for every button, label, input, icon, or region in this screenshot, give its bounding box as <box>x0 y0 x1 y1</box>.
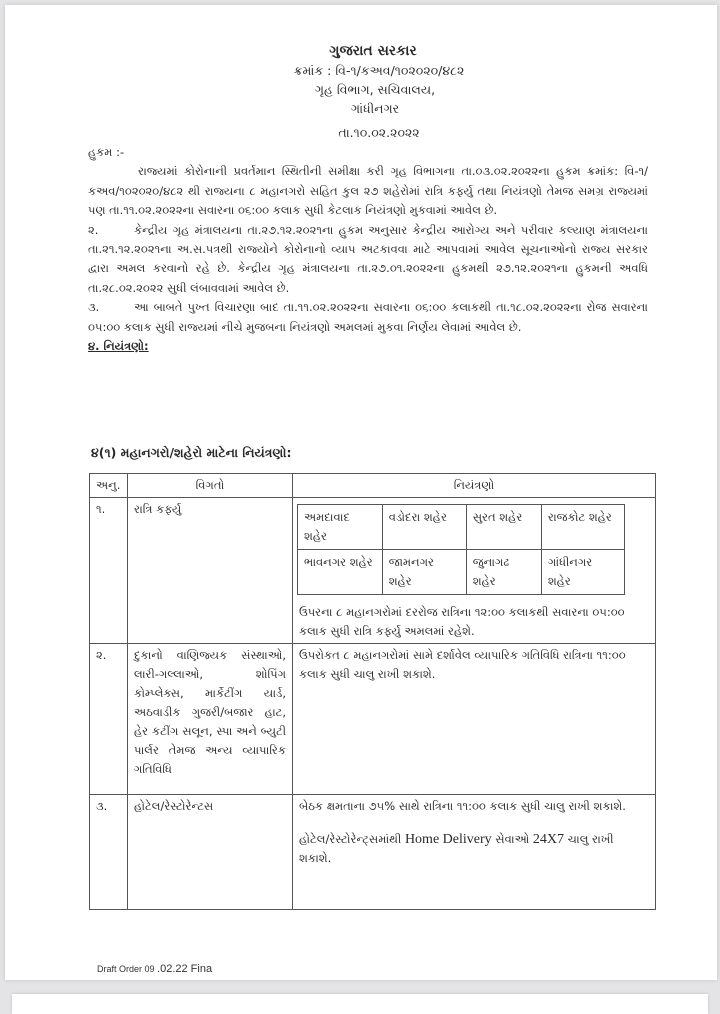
header-details: વિગતો <box>128 474 293 498</box>
row-number: ૨. <box>90 644 128 795</box>
city-cell: અમદાવાદ શહેર <box>298 505 383 550</box>
header-serial: અનુ. <box>90 474 128 498</box>
city-cell: ભાવનગર શહેર <box>298 550 383 595</box>
city-cell: વડોદરા શહેર <box>382 505 466 550</box>
row-restriction <box>293 498 656 644</box>
city-cell: રાજકોટ શહેર <box>541 505 624 550</box>
paragraph-2-number: ૨. <box>88 222 99 237</box>
table-row <box>90 498 656 644</box>
table-header-row <box>90 474 656 498</box>
section-4-1-title: ૪(૧) મહાનગરો/શહેરો માટેના નિયંત્રણો: <box>91 445 292 460</box>
home-delivery-part: ચાલુ રાખી શકાશે. <box>299 832 614 865</box>
order-body <box>88 143 648 356</box>
paragraph-2-text: કેન્દ્રીય ગૃહ મંત્રાલયના તા.૨૭.૧૨.૨૦૨૧ના હુકમ અનુસાર કેન્દ્રીય આરોગ્ય અને પરીવાર કલ્યાણ મંત્રાલયના તા.૨૧.૧૨.૨૦૨૧ના અ.સ.પત્રથી રાજ્યોને કોરોનાનો વ્યાપ અટકાવવા માટે આપવામાં આવેલ સૂચનાઓનો રાજ્ય સરકાર દ્વારા અમલ કરવાનો રહે છે. કેન્દ્રીય ગૃહ મંત્રાલયના તા.૨૭.૦૧.૨૦૨૨ના હુકમથી ૨૭.૧૨.૨૦૨૧ના હુકમની અવધિ તા.૨૮.૦૨.૨૦૨૨ સુધી લંબાવવામાં આવેલ છે. <box>88 222 648 295</box>
cities-row <box>298 550 625 595</box>
paragraph-3-number: ૩. <box>88 300 100 315</box>
table-row <box>90 644 656 795</box>
row-restriction <box>293 795 656 910</box>
table-row <box>90 795 656 910</box>
footer-draft-label <box>97 963 212 975</box>
footer-text: Draft Order 09 <box>97 964 158 974</box>
department: ગૃહ વિભાગ, સચિવાલય, <box>314 82 436 97</box>
paragraph-3-text: આ બાબતે પુખ્ત વિચારણા બાદ તા.૧૧.૦૨.૨૦૨૨ના સવારના ૦૬:૦૦ કલાકથી તા.૧૮.૦૨.૨૦૨૨ના રોજ સવારના ૦૫:૦૦ કલાક સુધી રાજ્યમાં નીચે મુજબના નિયંત્રણો અમલમાં મુકવા નિર્ણય લેવામાં આવેલ છે. <box>88 300 648 334</box>
government-title: ગુજરાત સરકાર <box>329 43 417 59</box>
document-page <box>5 5 717 980</box>
order-number: ક્રમાંક : વિ-૧/કઅવ/૧૦૨૦૨૦/૪૮૨ <box>293 63 465 78</box>
next-page-edge <box>12 994 708 1014</box>
city-cell: જામનગર શહેર <box>382 550 466 595</box>
cities-table <box>297 504 625 595</box>
cities-row <box>298 505 625 550</box>
restrictions-table <box>89 473 656 910</box>
row-number: ૩. <box>90 795 128 910</box>
curfew-text: ઉપરના ૮ મહાનગરોમાં દરરોજ રાત્રિના ૧૨:૦૦ કલાકથી સવારના ૦૫:૦૦ કલાક સુધી રાત્રિ કર્ફ્યુ અમલમાં રહેશે. <box>299 605 625 638</box>
section-4-title: ૪. નિયંત્રણો: <box>88 339 149 354</box>
home-delivery-hours: 24X7 <box>532 832 565 847</box>
city: ગાંધીનગર <box>350 101 400 116</box>
row-number: ૧. <box>90 498 128 644</box>
home-delivery-part: હોટેલ/રેસ્ટોરેન્ટ્સમાંથી <box>299 832 405 846</box>
footer-text-date: .02.22 Fina <box>157 963 213 975</box>
header-restrictions: નિયંત્રણો <box>293 474 656 498</box>
row-detail: દુકાનો વાણિજ્યક સંસ્થાઓ, લારી-ગલ્લાઓ, શોપિંગ કોમ્પ્લેક્સ, માર્કેટીંગ યાર્ડ, અઠવાડીક ગુજરી/બજાર હાટ, હેર કટીંગ સલૂન, સ્પા અને બ્યુટી પાર્લર તેમજ અન્ય વ્યાપારિક ગતિવિધિ <box>128 644 293 795</box>
paragraph-3 <box>88 298 648 337</box>
city-cell: જુનાગઢ શહેર <box>466 550 541 595</box>
row-restriction: ઉપરોકત ૮ મહાનગરોમાં સામે દર્શાવેલ વ્યાપારિક ગતિવિધિ રાત્રિના ૧૧:૦૦ કલાક સુધી ચાલુ રાખી શકાશે. <box>293 644 656 795</box>
hotel-capacity-text: બેઠક ક્ષમતાના ૭૫% સાથે રાત્રિના ૧૧:૦૦ કલાક સુધી ચાલુ રાખી શકાશે. <box>299 799 626 813</box>
city-cell: સુરત શહેર <box>466 505 541 550</box>
home-delivery-label: Home Delivery <box>404 832 492 847</box>
city-cell: ગાંધીનગર શહેર <box>541 550 624 595</box>
home-delivery-text <box>299 830 649 868</box>
order-label: હુકમ :- <box>88 145 125 159</box>
row-detail: હોટેલ/રેસ્ટોરેન્ટસ <box>128 795 293 910</box>
paragraph-1: રાજ્યમાં કોરોનાની પ્રવર્તમાન સ્થિતીની સમીક્ષા કરી ગૃહ વિભાગના તા.૦૩.૦૨.૨૦૨૨ના હુકમ ક્રમાંક: વિ-૧/કઅવ/૧૦૨૦૨૦/૪૮૨ થી રાજ્યના ૮ મહાનગરો સહિત કુલ ૨૭ શહેરોમાં રાત્રિ કર્ફ્યુ તથા નિયંત્રણો તેમજ સમગ્ર રાજ્યમાં પણ તા.૧૧.૦૨.૨૦૨૨ના સવારના ૦૬:૦૦ કલાક સુધી કેટલાક નિયંત્રણો મુકવામાં આવેલ છે. <box>88 164 648 218</box>
paragraph-2 <box>88 221 648 299</box>
order-date: તા.૧૦.૦૨.૨૦૨૨ <box>338 125 420 140</box>
document-header <box>5 41 717 142</box>
row-detail: રાત્રિ કર્ફ્યુ <box>128 498 293 644</box>
home-delivery-part: સેવાઓ <box>491 832 533 846</box>
